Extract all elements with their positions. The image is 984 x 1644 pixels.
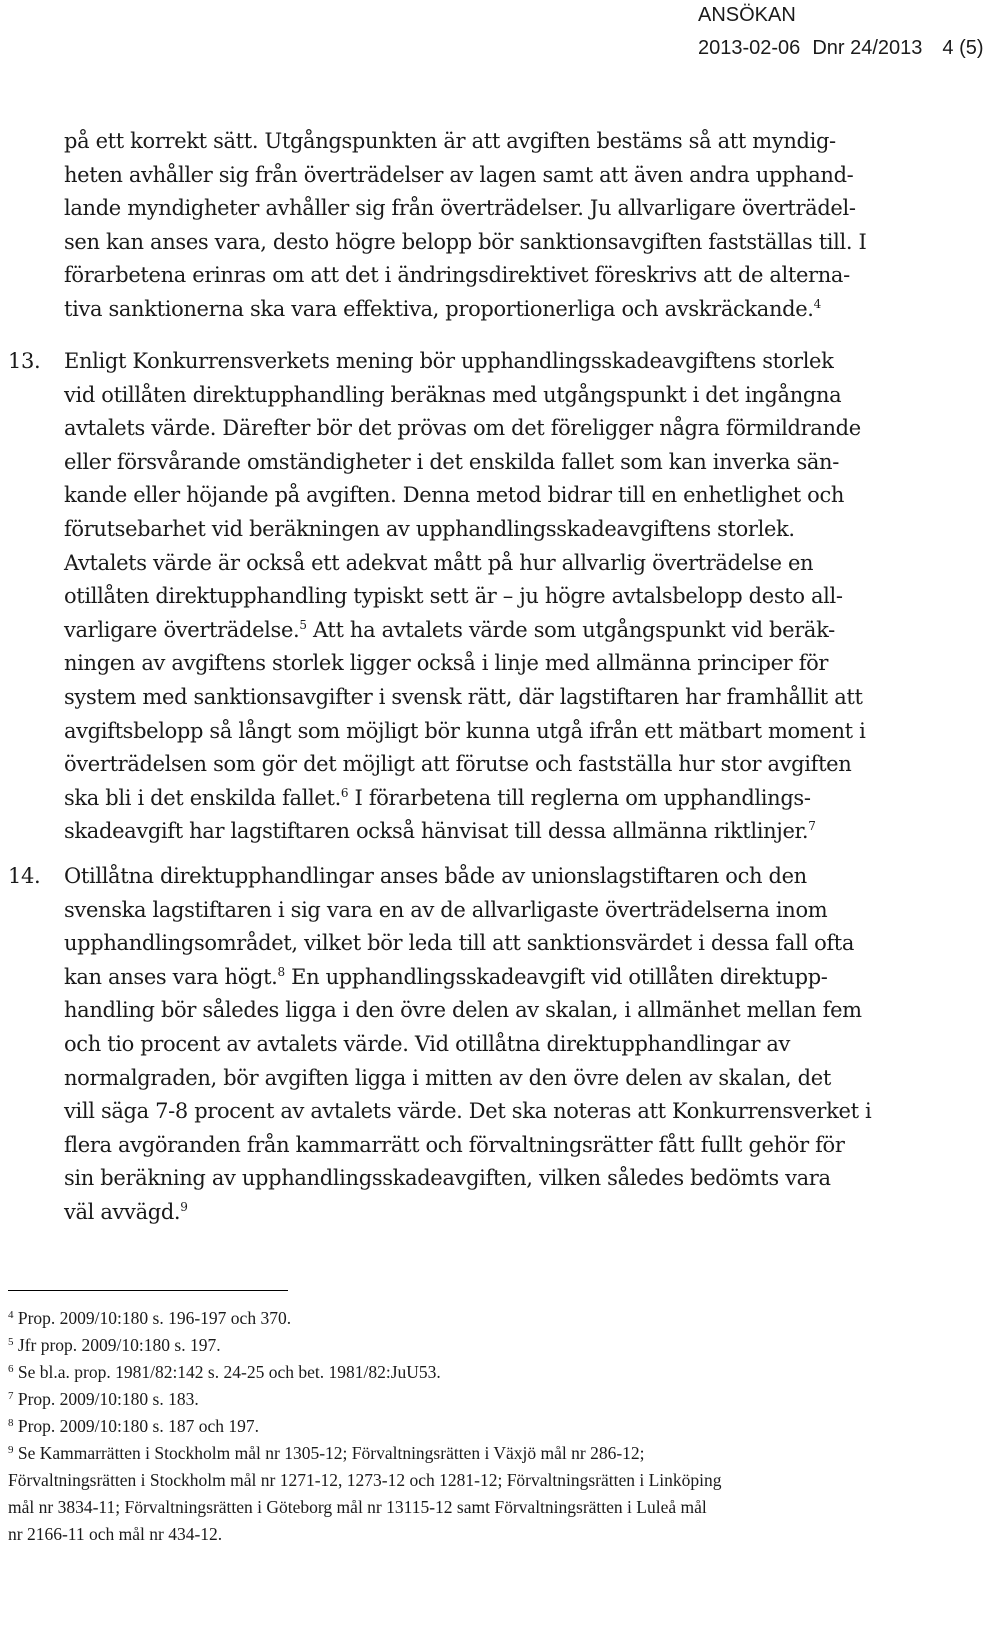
text-line: handling bör således ligga i den övre delen av skalan, i allmänhet mellan fem bbox=[64, 998, 862, 1023]
text-line: ska bli i det enskilda fallet.$^6$ I förarbetena till reglerna om upphandlings- bbox=[64, 785, 811, 810]
footnote-ref[interactable]: 4 bbox=[813, 296, 821, 311]
text-line: och tio procent av avtalets värde. Vid otillåtna direktupphandlingar av bbox=[64, 1031, 791, 1056]
text-line: kan anses vara högt.$^8$ En upphandlingsskadeavgift vid otillåten direktupp- bbox=[64, 964, 828, 989]
footnote-ref[interactable]: 8 bbox=[277, 964, 285, 979]
footnote-continuation: nr 2166-11 och mål nr 434-12. bbox=[8, 1524, 223, 1544]
text-line: överträdelsen som gör det möjligt att förutse och fastställa hur stor avgiften bbox=[64, 752, 852, 777]
footnote: $^7$ Prop. 2009/10:180 s. 183. bbox=[8, 1389, 199, 1409]
footnote: $^8$ Prop. 2009/10:180 s. 187 och 197. bbox=[8, 1416, 259, 1436]
footnote-ref[interactable]: 9 bbox=[180, 1199, 188, 1214]
text-line: avgiftsbelopp så långt som möjligt bör kunna utgå ifrån ett mätbart moment i bbox=[64, 718, 866, 743]
text-line: Otillåtna direktupphandlingar anses både av unionslagstiftaren och den bbox=[64, 864, 807, 888]
text-line: tiva sanktionerna ska vara effektiva, proportionerliga och avskräckande.$^4$ bbox=[64, 296, 821, 321]
document-type: ANSÖKAN bbox=[698, 4, 796, 26]
text-line: varligare överträdelse.$^5$ Att ha avtalets värde som utgångspunkt vid beräk- bbox=[64, 617, 835, 642]
footnote: $^5$ Jfr prop. 2009/10:180 s. 197. bbox=[8, 1335, 221, 1355]
text-line: vid otillåten direktupphandling beräknas med utgångspunkt i det ingångna bbox=[64, 382, 842, 407]
text-line: upphandlingsområdet, vilket bör leda till att sanktionsvärdet i dessa fall ofta bbox=[64, 931, 855, 956]
footnote-ref[interactable]: 6 bbox=[340, 785, 349, 800]
document-meta bbox=[698, 32, 984, 65]
text-line: Enligt Konkurrensverkets mening bör upphandlingsskadeavgiftens storlek bbox=[64, 349, 834, 373]
paragraph-number: 13. bbox=[8, 349, 41, 373]
footnote-divider bbox=[8, 1290, 288, 1291]
text-line: Avtalets värde är också ett adekvat mått på hur allvarlig överträdelse en bbox=[64, 550, 814, 575]
text-line: ningen av avgiftens storlek ligger också i linje med allmänna principer för bbox=[64, 651, 829, 676]
text-line: lande myndigheter avhåller sig från överträdelser. Ju allvarligare överträdel- bbox=[64, 196, 856, 221]
footnote: $^6$ Se bl.a. prop. 1981/82:142 s. 24-25 och bet. 1981/82:JuU53. bbox=[8, 1362, 441, 1382]
text-line: eller försvårande omständigheter i det enskilda fallet som kan inverka sän- bbox=[64, 449, 839, 474]
document-date: 2013-02-06 bbox=[698, 37, 801, 59]
text-line: förarbetena erinras om att det i ändringsdirektivet föreskrivs att de alterna- bbox=[64, 263, 850, 288]
text-line: normalgraden, bör avgiften ligga i mitten av den övre delen av skalan, det bbox=[64, 1065, 831, 1090]
text-line: förutsebarhet vid beräkningen av upphandlingsskadeavgiftens storlek. bbox=[64, 516, 795, 541]
text-line: heten avhåller sig från överträdelser av lagen samt att även andra upphand- bbox=[64, 162, 854, 187]
text-line: sin beräkning av upphandlingsskadeavgiften, vilken således bedömts vara bbox=[64, 1166, 831, 1191]
document-dnr: Dnr 24/2013 bbox=[812, 37, 923, 59]
text-line: otillåten direktupphandling typiskt sett är – ju högre avtalsbelopp desto all- bbox=[64, 584, 843, 609]
text-line: skadeavgift har lagstiftaren också hänvisat till dessa allmänna riktlinjer.$^7$ bbox=[64, 819, 816, 844]
footnote-continuation: Förvaltningsrätten i Stockholm mål nr 1271-12, 1273-12 och 1281-12; Förvaltningsrätten i Linköping bbox=[8, 1470, 722, 1490]
footnote-continuation: mål nr 3834-11; Förvaltningsrätten i Göteborg mål nr 13115-12 samt Förvaltningsrätten i Luleå mål bbox=[8, 1497, 707, 1517]
paragraph-body bbox=[64, 860, 871, 1230]
footnote-ref[interactable]: 5 bbox=[299, 617, 307, 632]
page-number: 4 (5) bbox=[942, 37, 984, 59]
footnotes bbox=[8, 1305, 938, 1548]
text-line: avtalets värde. Därefter bör det prövas om det föreligger några förmildrande bbox=[64, 416, 861, 441]
text-line: väl avvägd.$^9$ bbox=[64, 1199, 188, 1224]
text-line: kande eller höjande på avgiften. Denna metod bidrar till en enhetlighet och bbox=[64, 483, 845, 508]
footnote: $^9$ Se Kammarrätten i Stockholm mål nr 1305-12; Förvaltningsrätten i Växjö mål nr 286-12; bbox=[8, 1443, 645, 1463]
text-line: sen kan anses vara, desto högre belopp bör sanktionsavgiften fastställas till. I bbox=[64, 229, 867, 254]
intro-paragraph bbox=[64, 125, 924, 327]
text-line: system med sanktionsavgifter i svensk rätt, där lagstiftaren har framhållit att bbox=[64, 684, 863, 709]
paragraph-body bbox=[64, 345, 865, 849]
paragraph-number: 14. bbox=[8, 864, 41, 888]
text-line: svenska lagstiftaren i sig vara en av de allvarligaste överträdelserna inom bbox=[64, 897, 828, 922]
footnote-ref[interactable]: 7 bbox=[808, 819, 816, 834]
text-line: vill säga 7-8 procent av avtalets värde. Det ska noteras att Konkurrensverket i bbox=[64, 1099, 872, 1124]
text-line: på ett korrekt sätt. Utgångspunkten är att avgiften bestäms så att myndig- bbox=[64, 129, 836, 153]
text-line: flera avgöranden från kammarrätt och förvaltningsrätter fått fullt gehör för bbox=[64, 1132, 845, 1157]
footnote: $^4$ Prop. 2009/10:180 s. 196-197 och 370. bbox=[8, 1308, 292, 1328]
